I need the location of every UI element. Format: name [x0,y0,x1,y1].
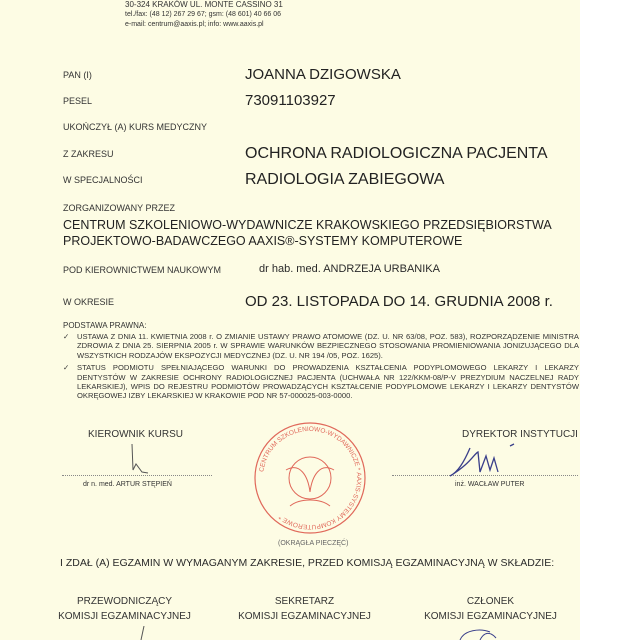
director-title: DYREKTOR INSTYTUCJI [462,429,578,440]
legal-item [63,332,579,360]
legal-basis-list [63,332,579,404]
period-label: W OKRESIE [63,297,115,307]
member-signature [450,626,510,640]
organized-label: ZORGANIZOWANY PRZEZ [63,203,176,213]
scope-label: Z ZAKRESU [63,149,114,159]
letterhead-address: 30-324 KRAKÓW UL. MONTE CASSINO 31 [125,0,283,9]
letterhead-email: e-mail: centrum@aaxis.pl; info: www.aaxis.pl [125,21,264,28]
member-body: KOMISJI EGZAMINACYJNEJ [238,611,371,622]
supervisor-name: dr hab. med. ANDRZEJA URBANIKA [259,263,440,275]
committee-secretary [222,594,387,624]
member-role: CZŁONEK [466,596,515,607]
course-head-name: dr n. med. ARTUR STĘPIEŃ [83,481,172,488]
checkmark-icon: ✓ [63,332,70,341]
completed-label: UKOŃCZYŁ (A) KURS MEDYCZNY [63,122,208,132]
scope-value: OCHRONA RADIOLOGICZNA PACJENTA [245,145,548,162]
director-signature [440,442,530,478]
member-body: KOMISJI EGZAMINACYJNEJ [58,611,191,622]
course-head-signature [120,442,160,474]
pan-value: JOANNA DZIGOWSKA [245,66,401,83]
legal-item-text: STATUS PODMIOTU SPEŁNIAJĄCEGO WARUNKI DO PROWADZENIA KSZTAŁCENIA PODYPLOMOWEGO LEKARZY I LEKARZY DENTYSTÓW W ZAKRESIE OCHRONY RADIOLOGICZNEJ PACJENTA (UCHWAŁA NR 122/KKM-08/P-V PREZYDIUM NACZELNEJ RADY LEKARSKIEJ), WPIS DO REJESTRU PODMIOTÓW PROWADZĄCYCH KSZTAŁCENIE PODYPLOMOWE LEKARZY I LEKARZY DENTYSTÓW OKRĘGOWEJ IZBY LEKARSKIEJ W KRAKOWIE POD NR 57-000025-003-0000. [77,363,579,401]
member-body: KOMISJI EGZAMINACYJNEJ [424,611,557,622]
exam-statement: I ZDAŁ (A) EGZAMIN W WYMAGANYM ZAKRESIE, PRZED KOMISJĄ EGZAMINACYJNĄ W SKŁADZIE: [60,557,555,569]
period-value: OD 23. LISTOPADA DO 14. GRUDNIA 2008 r. [245,293,553,310]
legal-item-text: USTAWA Z DNIA 11. KWIETNIA 2008 r. O ZMIANIE USTAWY PRAWO ATOMOWE (DZ. U. NR 63/08, POZ. 583), ROZPORZĄDZENIE MINISTRA ZDROWIA Z DNIA 25. SIERPNIA 2005 r. W SPRAWIE WARUNKÓW BEZPIECZNEGO STOSOWANIA PROMIENIOWANIA JONIZUJĄCEGO DLA WSZYSTKICH RODZAJÓW EKSPOZYCJI MEDYCZNEJ (DZ. U. NR 194 /05, POZ. 1625). [77,332,579,360]
specialty-label: W SPECJALNOŚCI [63,175,143,185]
letterhead-phone: tel./fax: (48 12) 267 29 67; gsm: (48 601) 40 66 06 [125,11,282,18]
svg-text:CENTRUM SZKOLENIOWO-WYDAWNICZE [258,426,362,530]
member-role: SEKRETARZ [274,596,335,607]
stamp-caption: (OKRĄGŁA PIECZĘĆ) [278,540,349,547]
stamp-text: CENTRUM SZKOLENIOWO-WYDAWNICZE * AAXIS-SYSTEMY KOMPUTEROWE * [258,425,363,531]
round-stamp [240,418,380,538]
specialty-value: RADIOLOGIA ZABIEGOWA [245,171,445,188]
organizer-line1: CENTRUM SZKOLENIOWO-WYDAWNICZE KRAKOWSKIEGO PRZEDSIĘBIORSTWA [63,218,552,232]
committee-chair [42,594,207,624]
member-role: PRZEWODNICZĄCY [77,596,172,607]
pesel-label: PESEL [63,96,93,106]
supervision-label: POD KIEROWNICTWEM NAUKOWYM [63,265,221,275]
signature-line [62,475,212,476]
director-name: inż. WACŁAW PUTER [455,481,525,488]
organizer-line2: PROJEKTOWO-BADAWCZEGO AAXIS®-SYSTEMY KOMPUTEROWE [63,234,463,248]
chair-signature [130,626,160,640]
pesel-value: 73091103927 [245,92,336,109]
committee-member [408,594,573,624]
legal-title: PODSTAWA PRAWNA: [63,321,147,330]
checkmark-icon: ✓ [63,363,70,373]
pan-label: PAN (I) [63,70,92,80]
legal-item [63,363,579,401]
course-head-title: KIEROWNIK KURSU [88,429,184,440]
